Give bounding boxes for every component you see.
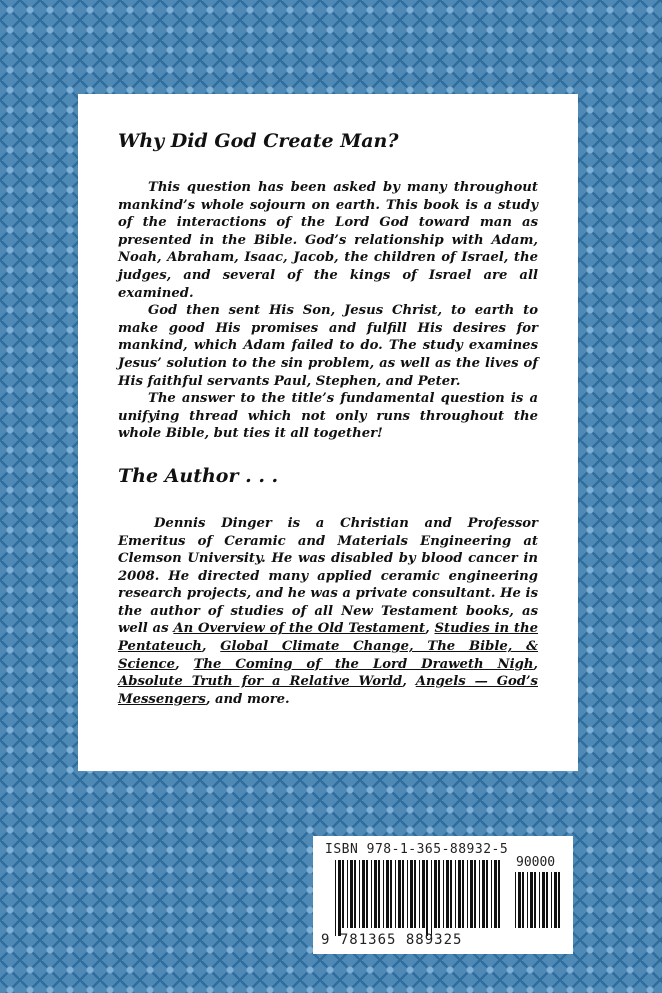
- barcode-bar: [458, 860, 461, 928]
- barcode-bar: [554, 872, 557, 928]
- barcode-bar: [551, 872, 552, 928]
- description-paragraph-3: The answer to the title’s fundamental question is a unifying thread which not only runs throughout the whole Bible, but ties it all together!: [118, 391, 538, 442]
- barcode-bar: [518, 872, 521, 928]
- author-tail: and more.: [215, 691, 290, 707]
- book-title-6: Angels — God’s Messengers: [118, 674, 538, 707]
- barcode-bar: [534, 872, 536, 928]
- barcode-bar: [450, 860, 452, 928]
- barcode-bar: [354, 860, 356, 928]
- barcode-bar: [491, 860, 492, 928]
- barcode-bar: [446, 860, 449, 928]
- author-bio: Dennis Dinger is a Christian and Professor Emeritus of Ceramic and Materials Engineering at Clemson University. He was disabled by blood cancer in 2008. He directed many applied ceramic engineering research projects, and he was a private consultant. He is the author of studies of all New Testament books, as well as An Overview of the Old Testament, Studies in the Pentateuch, Global Climate Change, The Bible, & Science, The Coming of the Lord Draweth Nigh, Absolute Truth for a Relative World, Angels — God’s Messengers, and more.: [118, 515, 539, 707]
- barcode-bar: [431, 860, 432, 936]
- book-title-2: Studies in the Pentateuch: [118, 621, 538, 655]
- barcode-bar: [479, 860, 480, 928]
- barcode-bar: [342, 860, 344, 928]
- barcode-bar: [338, 860, 341, 936]
- barcode-bar: [498, 860, 500, 928]
- barcode-main-bars: [335, 860, 505, 936]
- barcode-bar: [407, 860, 408, 928]
- barcode-bar: [530, 872, 533, 928]
- barcode-bar: [347, 860, 348, 928]
- isbn-barcode: [313, 836, 573, 954]
- barcode-bar: [366, 860, 368, 928]
- book-title-5: Absolute Truth for a Relative World: [118, 674, 403, 690]
- description-section: [118, 179, 538, 443]
- book-title-1: An Overview of the Old Testament: [173, 621, 426, 637]
- barcode-bar: [386, 860, 389, 928]
- barcode-bar: [546, 872, 548, 928]
- barcode-bar: [402, 860, 404, 928]
- barcode-bar: [426, 860, 428, 936]
- barcode-bar: [467, 860, 468, 928]
- book-question-title: Why Did God Create Man?: [118, 130, 399, 152]
- barcode-bar: [350, 860, 353, 928]
- barcode-bar: [558, 872, 560, 928]
- barcode-bar: [398, 860, 401, 928]
- barcode-bar: [443, 860, 444, 928]
- barcode-bar: [482, 860, 485, 928]
- description-paragraph-2: God then sent His Son, Jesus Christ, to earth to make good His promises and fulfill His desires for mankind, which Adam failed to do. The study examines Jesus’ solution to the sin problem, as well as the lives of His faithful servants Paul, Stephen, and Peter.: [118, 303, 538, 389]
- author-intro: Dennis Dinger is a Christian and Professor Emeritus of Ceramic and Materials Engineering at Clemson University. He was disabled by blood cancer in 2008. He directed many applied ceramic engineering research projects, and he was a private consultant. He is the author of studies of all New Testament books, as well as: [118, 515, 538, 637]
- barcode-bar: [542, 872, 545, 928]
- barcode-bar: [362, 860, 365, 928]
- barcode-addon-bars: [515, 872, 565, 936]
- barcode-bar: [527, 872, 528, 928]
- barcode-bar: [414, 860, 416, 928]
- barcode-bar: [383, 860, 384, 928]
- barcode-bar: [474, 860, 476, 928]
- barcode-bar: [470, 860, 473, 928]
- barcode-bar: [438, 860, 440, 928]
- book-title-3: Global Climate Change, The Bible, & Science: [118, 639, 539, 672]
- description-paragraph-1: This question has been asked by many throughout mankind’s whole sojourn on earth. This book is a study of the interactions of the Lord God toward man as presented in the Bible. God’s relationship with Adam, Noah, Abraham, Isaac, Jacob, the children of Israel, the judges, and several of the kings of Israel are all examined.: [118, 180, 538, 301]
- book-title-4: The Coming of the Lord Draweth Nigh: [193, 656, 534, 672]
- price-code: 90000: [516, 855, 556, 870]
- barcode-bar: [378, 860, 380, 928]
- barcode-bar: [462, 860, 464, 928]
- barcode-bar: [410, 860, 413, 928]
- barcode-bar: [359, 860, 360, 928]
- barcode-bar: [455, 860, 456, 928]
- description-panel: [78, 94, 578, 771]
- barcode-bar: [486, 860, 488, 928]
- barcode-bar: [539, 872, 540, 928]
- author-heading: The Author . . .: [118, 464, 279, 487]
- barcode-bar: [395, 860, 396, 928]
- barcode-bar: [522, 872, 524, 928]
- barcode-bar: [371, 860, 372, 928]
- barcode-bar: [515, 872, 516, 928]
- barcode-bar: [419, 860, 420, 928]
- barcode-bar: [434, 860, 437, 928]
- barcode-digits: 9 781365 889325: [321, 932, 463, 948]
- barcode-bar: [374, 860, 377, 928]
- isbn-label: ISBN 978-1-365-88932-5: [325, 842, 509, 857]
- barcode-bar: [335, 860, 336, 936]
- barcode-bar: [390, 860, 392, 928]
- barcode-bar: [494, 860, 497, 928]
- barcode-bar: [422, 860, 425, 928]
